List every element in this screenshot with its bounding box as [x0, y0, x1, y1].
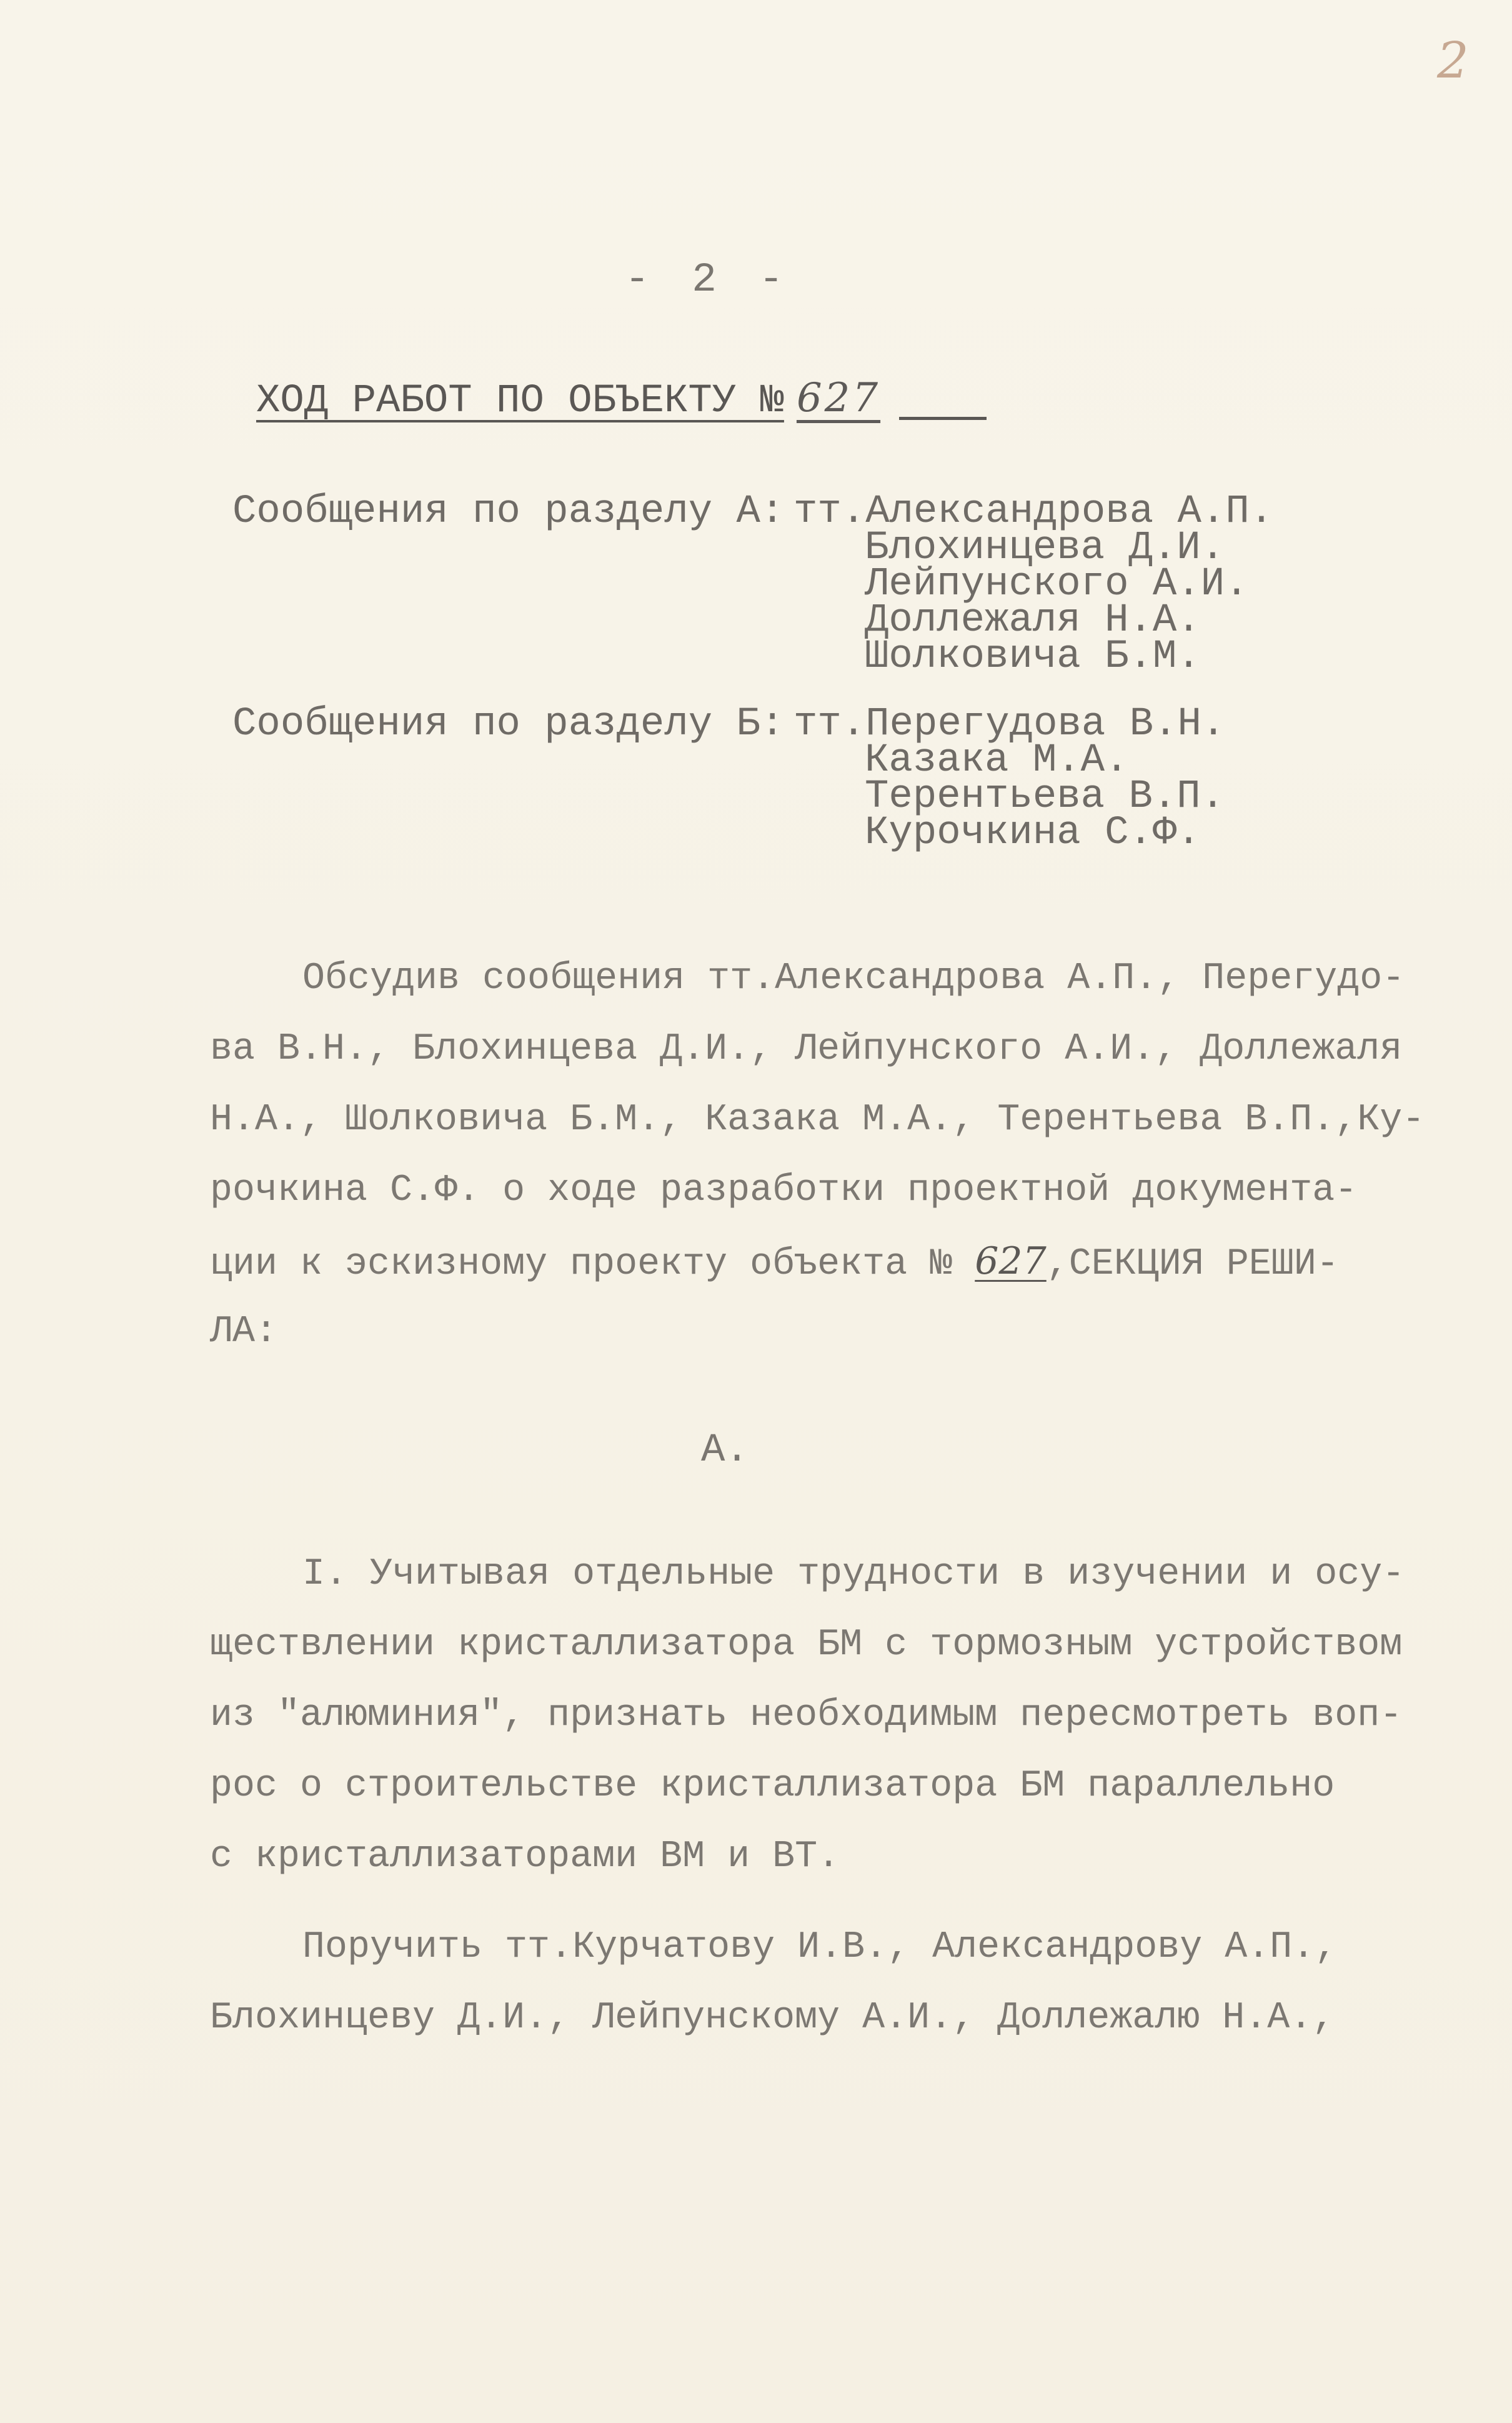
section-a-name-4: Доллежаля Н.А. [865, 598, 1201, 643]
handwritten-object-number: 627 [975, 1239, 1047, 1283]
item-1-line: с кристаллизаторами ВМ и ВТ. [210, 1836, 840, 1878]
discussion-line: ЛА: [210, 1311, 278, 1353]
discussion-line [210, 1226, 1478, 1297]
page-number: - 2 - [625, 256, 793, 303]
section-b-name-4: Курочкина С.Ф. [865, 811, 1201, 856]
section-a-name-1: Александрова А.П. [865, 489, 1274, 534]
assignment-paragraph [210, 1912, 1478, 2054]
discussion-line: Н.А., Шолковича Б.М., Казака М.А., Терентьева В.П.,Ку- [210, 1099, 1425, 1141]
item-1-line: из "алюминия", признать необходимым пересмотреть воп- [210, 1694, 1403, 1737]
section-b-prefix: тт. [793, 702, 866, 747]
section-b-name-1: Перегудова В.Н. [865, 702, 1226, 747]
section-b-reports [232, 702, 1226, 856]
section-b-name-2: Казака М.А. [865, 738, 1129, 783]
section-a-name-2: Блохинцева Д.И. [865, 526, 1225, 571]
item-1-line: рос о строительстве кристаллизатора БМ параллельно [210, 1765, 1335, 1807]
document-heading [256, 375, 987, 424]
section-a-lead: Сообщения по разделу А: [232, 489, 785, 534]
discussion-paragraph [210, 944, 1478, 1367]
item-1-line: ществлении кристаллизатора БМ с тормозным устройством [210, 1624, 1403, 1666]
section-b-lead: Сообщения по разделу Б: [232, 702, 785, 747]
discussion-line-start: ции к эскизному проекту объекта № [210, 1243, 953, 1286]
heading-title: ХОД РАБОТ ПО ОБЪЕКТУ № [256, 379, 784, 424]
heading-object-number: 627 [796, 375, 881, 421]
section-b-name-3: Терентьева В.П. [865, 774, 1225, 819]
item-1-paragraph [210, 1539, 1478, 1892]
handwritten-page-mark: 2 [1437, 31, 1469, 89]
section-a-prefix: тт. [793, 489, 866, 534]
section-b-names [865, 738, 1225, 856]
item-1-line: I. Учитывая отдельные трудности в изучении и осу- [302, 1553, 1405, 1596]
section-a-name-3: Лейпунского А.И. [865, 562, 1249, 607]
discussion-line: Обсудив сообщения тт.Александрова А.П., Перегудо- [302, 957, 1405, 1000]
section-a-reports [232, 489, 1274, 679]
section-a-names [865, 526, 1249, 679]
assignment-line: Поручить тт.Курчатову И.В., Александрову А.П., [302, 1926, 1338, 1969]
heading-underline-tail [899, 417, 987, 420]
discussion-line-end: ,СЕКЦИЯ РЕШИ- [1046, 1243, 1339, 1286]
section-a-name-5: Шолковича Б.М. [865, 634, 1201, 679]
subsection-letter: А. [701, 1428, 749, 1473]
discussion-line: рочкина С.Ф. о ходе разработки проектной документа- [210, 1169, 1358, 1212]
discussion-line: ва В.Н., Блохинцева Д.И., Лейпунского А.И., Доллежаля [210, 1028, 1403, 1071]
assignment-line: Блохинцеву Д.И., Лейпунскому А.И., Доллежалю Н.А., [210, 1997, 1335, 2039]
